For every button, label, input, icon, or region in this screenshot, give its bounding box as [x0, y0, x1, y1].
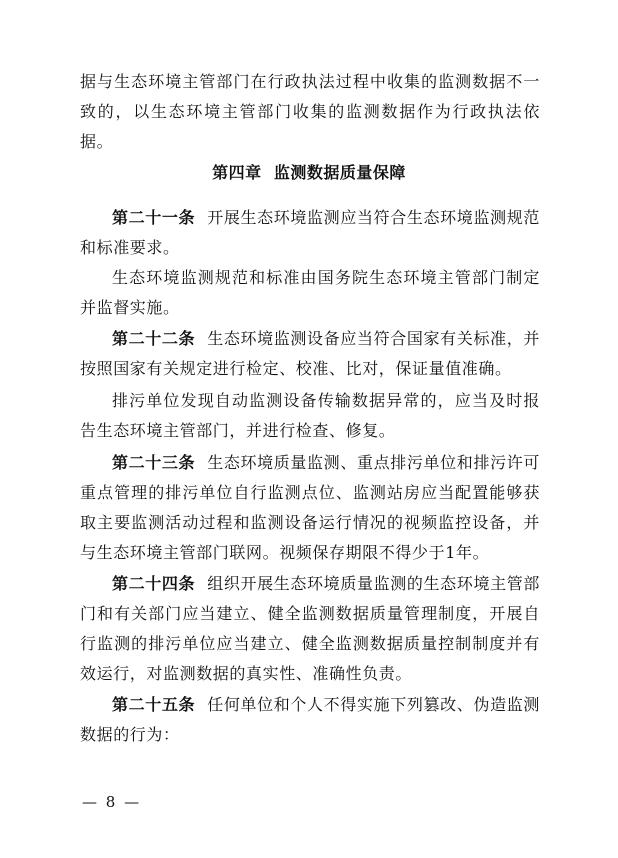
article-21-text: 开展生态环境监测应当符合生态环境监测规范和标准要求。: [80, 208, 540, 257]
article-24-label: 第二十四条: [112, 574, 196, 593]
article-21-paragraph-2-text: 生态环境监测规范和标准由国务院生态环境主管部门制定并监督实施。: [80, 268, 540, 317]
article-25-label: 第二十五条: [112, 695, 196, 714]
article-24-text: 组织开展生态环境质量监测的生态环境主管部门和有关部门应当建立、健全监测数据质量管理制度，开展自行监测的排污单位应当建立、健全监测数据质量控制制度并有效运行，对监测数据的真实性、准确性负责。: [80, 574, 540, 683]
article-24: [80, 569, 540, 689]
page-number: — 8 —: [82, 793, 142, 811]
chapter-title: 第四章 监测数据质量保障: [212, 163, 406, 182]
continuation-paragraph: [80, 67, 540, 157]
article-22-paragraph-2: [80, 386, 540, 446]
article-22: [80, 324, 540, 384]
article-23-text: 生态环境质量监测、重点排污单位和排污许可重点管理的排污单位自行监测点位、监测站房应当配置能够获取主要监测活动过程和监测设备运行情况的视频监控设备，并与生态环境主管部门联网。视频保存期限不得少于1年。: [80, 453, 540, 562]
article-25-text: 任何单位和个人不得实施下列篡改、伪造监测数据的行为：: [80, 695, 540, 744]
article-21: [80, 203, 540, 263]
article-23-label: 第二十三条: [112, 453, 196, 472]
article-22-paragraph-2-text: 排污单位发现自动监测设备传输数据异常的，应当及时报告生态环境主管部门，并进行检查、修复。: [80, 391, 540, 440]
article-23: [80, 448, 540, 568]
article-21-label: 第二十一条: [112, 208, 196, 227]
article-25: [80, 690, 540, 750]
article-22-text: 生态环境监测设备应当符合国家有关标准，并按照国家有关规定进行检定、校准、比对，保证量值准确。: [80, 329, 540, 378]
article-21-paragraph-2: [80, 263, 540, 323]
continuation-text: 据与生态环境主管部门在行政执法过程中收集的监测数据不一致的，以生态环境主管部门收集的监测数据作为行政执法依据。: [80, 72, 540, 151]
article-22-label: 第二十二条: [112, 329, 196, 348]
